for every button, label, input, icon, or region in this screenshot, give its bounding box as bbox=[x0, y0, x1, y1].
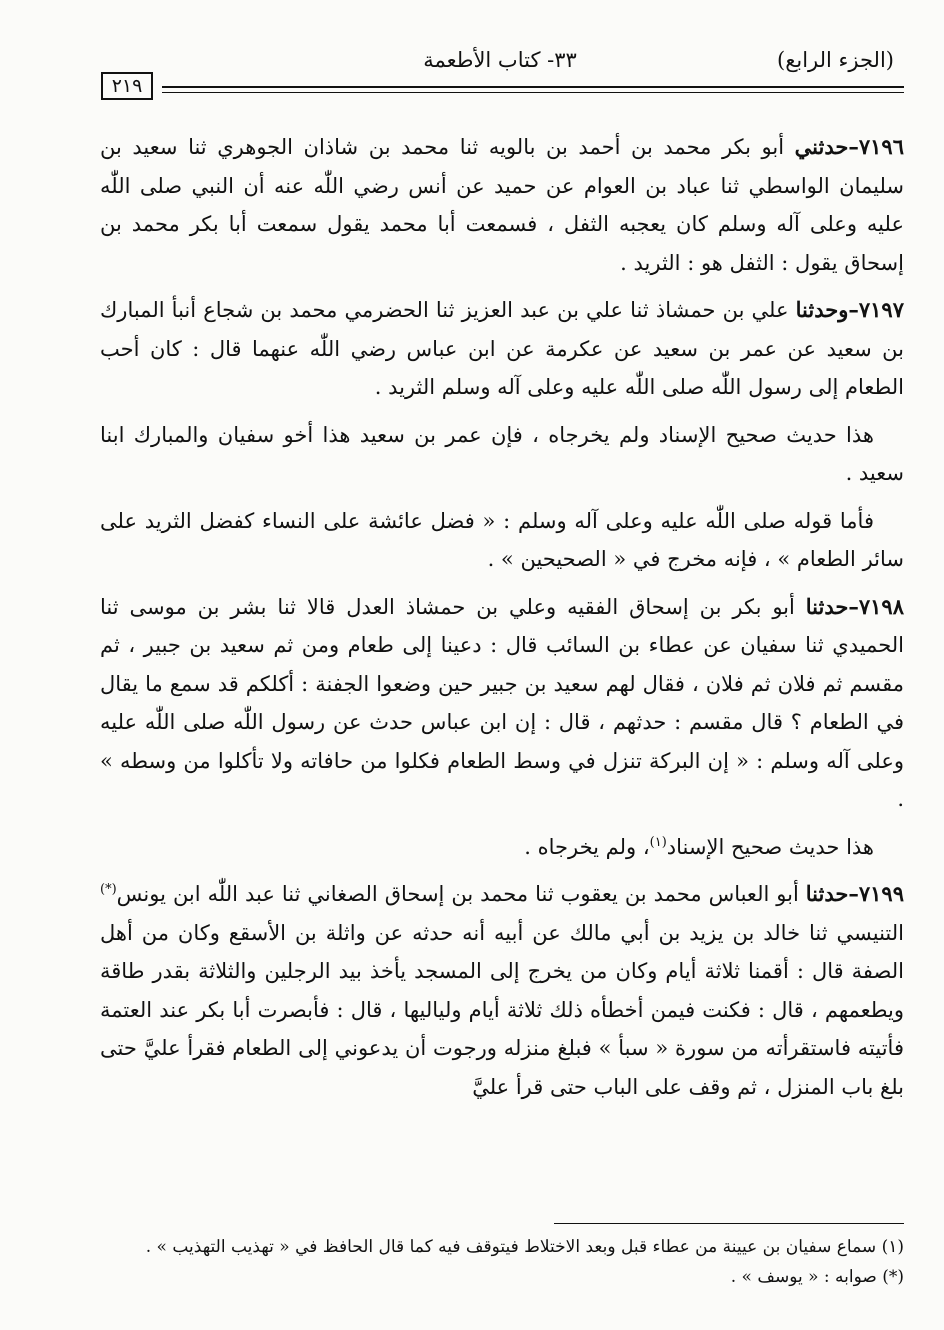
hadith-number: ٧١٩٨– bbox=[848, 593, 904, 619]
paragraph-text-tail: التنيسي ثنا خالد بن يزيد بن أبي مالك عن أبيه أنه حدثه عن واثلة بن الأسقع وكان من أهل الصفة قال : أقمنا ثلاثة أيام وكان من يخرج إلى المسجد يأخذ بيد الرجلين والثلاثة بقدر طاقة ويطعمهم ، قال : فكنت فيمن أخطأه ذلك ثلاثة أيام ولياليها ، قال : فأبصرت أبا بكر عند العتمة فأتيته فاستقرأته من سورة « سبأ » فبلغ منزله ورجوت أن يدعوني إلى الطعام فقرأ عليَّ حتى بلغ باب المنزل ، ثم وقف على الباب حتى قرأ عليَّ bbox=[100, 920, 904, 1099]
commentary-paragraph bbox=[100, 502, 904, 579]
paragraph-text: فأما قوله صلى اللّٰه عليه وعلى آله وسلم : « فضل عائشة على النساء كفضل الثريد على سائر الطعام » ، فإنه مخرج في « الصحيحين » . bbox=[100, 508, 904, 571]
paragraph-text: علي بن حمشاذ ثنا علي بن عبد العزيز ثنا الحضرمي محمد بن شجاع أنبأ المبارك بن سعيد عن عمر بن سعيد عن عكرمة عن ابن عباس رضي اللّٰه عنهما قال : كان أحب الطعام إلى رسول اللّٰه صلى اللّٰه عليه وعلى آله وسلم الثريد . bbox=[100, 298, 905, 399]
paragraph-text: أبو بكر بن إسحاق الفقيه وعلي بن حمشاذ العدل قالا ثنا بشر بن موسى ثنا الحميدي ثنا سفيان عن عطاء بن السائب قال : دعينا إلى طعام ومن ثم سعيد بن جبير ، ثم مقسم ثم فلان ثم فلان ، فقال لهم سعيد بن جبير حين وضعوا الجفنة : أكلكم قد سمع ما يقال في الطعام ؟ قال مقسم : حدثهم ، قال : إن ابن عباس حدث عن رسول اللّٰه صلى اللّٰه عليه وعلى آله وسلم : « إن البركة تنزل في وسط الطعام فكلوا من حافاته ولا تأكلوا من وسطه » . bbox=[100, 594, 904, 811]
chapter-title: ٣٣- كتاب الأطعمة bbox=[423, 48, 577, 72]
hadith-paragraph bbox=[100, 588, 904, 819]
narration-keyword: وحدثنا bbox=[795, 297, 849, 322]
footnote-rule bbox=[554, 1223, 904, 1224]
running-header bbox=[100, 40, 900, 80]
narration-keyword: حدثنا bbox=[805, 593, 849, 619]
paragraph-text: أبو بكر محمد بن أحمد بن بالويه ثنا محمد بن شاذان الجوهري ثنا سعيد بن سليمان الواسطي ثنا عباد بن العوام عن حميد عن أنس رضي اللّٰه عنه أن النبي صلى اللّٰه عليه وعلى آله وسلم كان يعجبه الثفل ، فسمعت أبا محمد يقول سمعت أبا بكر محمد بن إسحاق يقول : الثفل هو : الثريد . bbox=[100, 135, 904, 275]
hadith-paragraph bbox=[100, 875, 904, 1106]
header-rule-thin bbox=[162, 92, 904, 93]
commentary-paragraph bbox=[100, 828, 904, 867]
commentary-paragraph bbox=[100, 416, 904, 493]
page-number: ٢١٩ bbox=[101, 72, 153, 100]
footnote: (١) سماع سفيان بن عيينة من عطاء قبل وبعد الاختلاط فيتوقف فيه كما قال الحافظ في « تهذيب التهذيب » . bbox=[145, 1237, 904, 1257]
paragraph-text-tail: ، ولم يخرجاه . bbox=[524, 834, 650, 859]
footnote-marker: (١) bbox=[649, 834, 667, 850]
hadith-paragraph bbox=[100, 128, 904, 282]
narration-keyword: حدثنا bbox=[805, 881, 849, 906]
paragraph-text: أبو العباس محمد بن يعقوب ثنا محمد بن إسحاق الصغاني ثنا عبد اللّٰه ابن يونس bbox=[116, 882, 806, 906]
paragraph-text: هذا حديث صحيح الإسناد bbox=[666, 834, 874, 859]
footnote-marker: (*) bbox=[100, 882, 117, 897]
narration-keyword: حدثني bbox=[794, 134, 849, 159]
footnote: (*) صوابه : « يوسف » . bbox=[730, 1267, 904, 1287]
hadith-paragraph bbox=[100, 291, 904, 407]
hadith-number: ٧١٩٩– bbox=[848, 881, 904, 906]
hadith-number: ٧١٩٧– bbox=[848, 297, 904, 322]
header-rule bbox=[162, 86, 904, 88]
volume-label: (الجزء الرابع) bbox=[777, 48, 894, 72]
paragraph-text: هذا حديث صحيح الإسناد ولم يخرجاه ، فإن عمر بن سعيد هذا أخو سفيان والمبارك ابنا سعيد . bbox=[100, 422, 904, 485]
hadith-number: ٧١٩٦– bbox=[848, 134, 904, 159]
footnotes bbox=[100, 1232, 904, 1292]
body-text bbox=[100, 128, 904, 1115]
